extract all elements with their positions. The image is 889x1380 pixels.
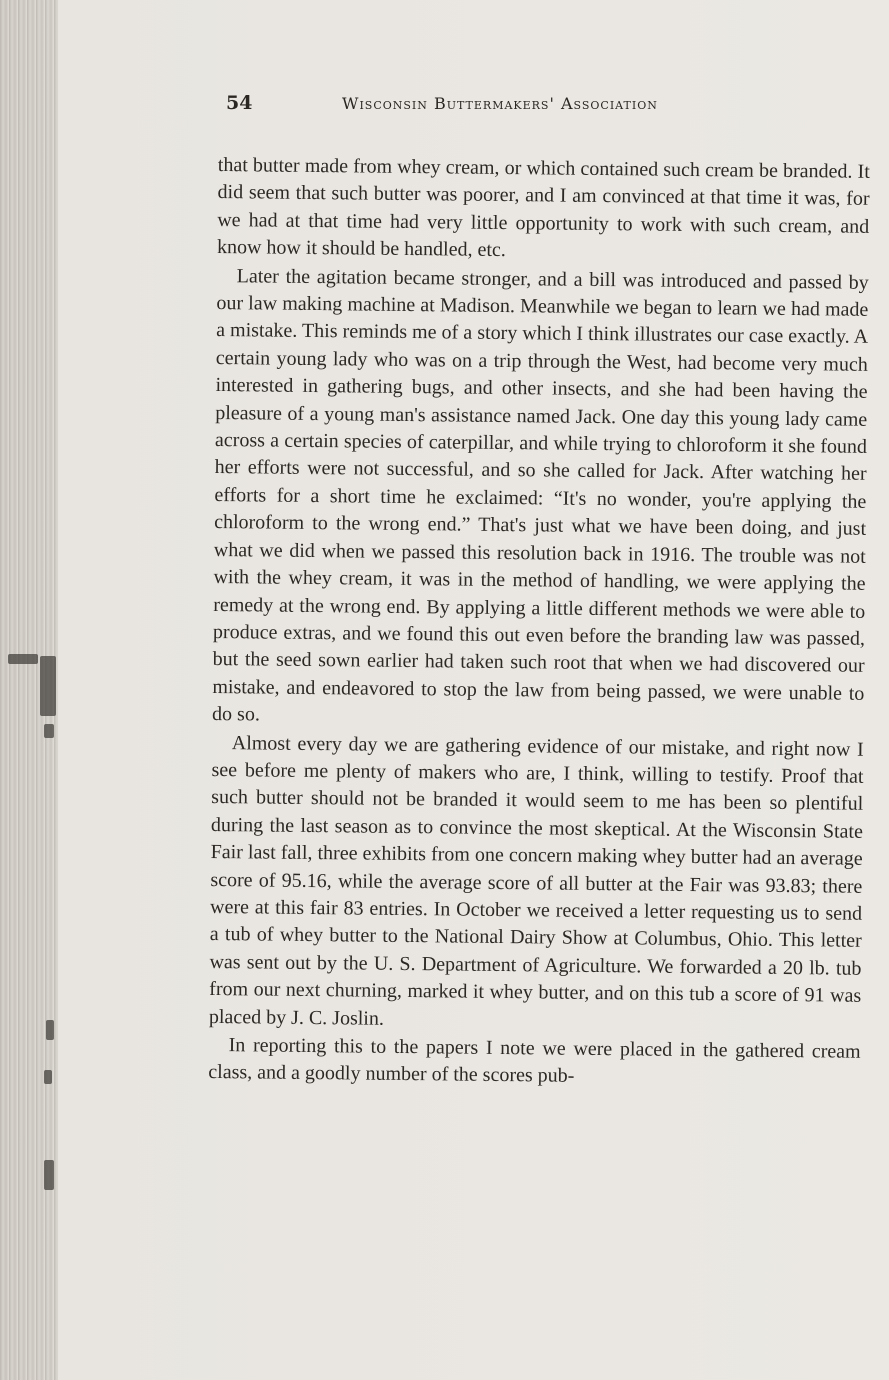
page-number: 54 [226, 92, 253, 114]
body-text [208, 152, 870, 1094]
page-header [226, 92, 766, 114]
paragraph-2: Later the agitation became stronger, and a bill was introduced and passed by our law making machine at Madison. Meanwhile we began to learn we had made a mistake. This reminds me of a story which I think illustrates our case exactly. A certain young lady who was on a trip through the West, had become very much interested in gathering bugs, and other insects, and she had been having the pleasure of a young man's assistance named Jack. One day this young lady came across a certain species of caterpillar, and while trying to chloroform it she found her efforts were not successful, and so she called for Jack. After watching her efforts for a short time he exclaimed: “It's no wonder, you're applying the chloroform to the wrong end.” That's just what we have been doing, and just what we did when we passed this resolution back in 1916. The trouble was not with the whey cream, it was in the method of handling, we were applying the remedy at the wrong end. By applying a little different methods we were able to produce extras, and we found this out even before the branding law was passed, but the seed sown earlier had taken such root that when we had discovered our mistake, and endeavored to stop the law from being passed, we were unable to do so. [211, 264, 869, 726]
spine-marks [0, 640, 58, 1160]
paragraph-3: Almost every day we are gathering evidence of our mistake, and right now I see before me plenty of makers who are, I think, willing to testify. Proof that such butter should not be branded it would seem to me has been so plentiful during the last season as to convince the most skeptical. At the Wisconsin State Fair last fall, three exhibits from one concern making whey butter had an average score of 95.16, while the average score of all butter at the Fair was 93.83; there were at this fair 83 entries. In October we received a letter requesting us to send a tub of whey butter to the National Dairy Show at Columbus, Ohio. This letter was sent out by the U. S. Department of Agriculture. We forwarded a 20 lb. tub from our next churning, marked it whey butter, and on this tub a score of 91 was placed by J. C. Joslin. [208, 731, 864, 1030]
running-head: Wisconsin Buttermakers' Association [342, 94, 658, 113]
paragraph-1: that butter made from whey cream, or which contained such cream be branded. It did seem that such butter was poorer, and I am convinced at that time it was, for we had at that time had very little opportunity to work with such cream, and know how it should be handled, etc. [216, 153, 870, 262]
paragraph-4: In reporting this to the papers I note we were placed in the gathered cream class, and a goodly number of the scores pub- [208, 1034, 861, 1088]
